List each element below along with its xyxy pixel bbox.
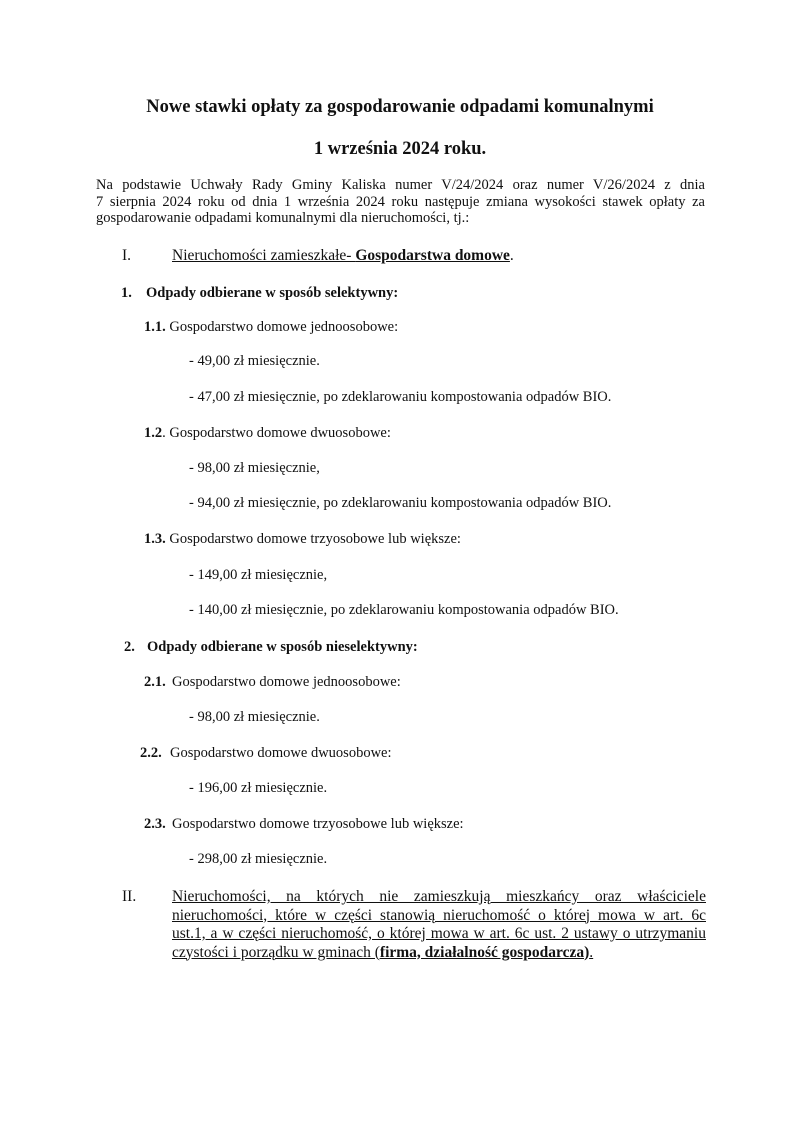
item-label: Gospodarstwo domowe dwuosobowe:	[170, 745, 392, 761]
intro-paragraph	[96, 177, 705, 227]
section-1-label-end: .	[509, 247, 514, 264]
rate-line: - 47,00 zł miesięcznie, po zdeklarowaniu kompostowania odpadów BIO.	[189, 389, 612, 405]
section-2-line: ust.1, a w części nieruchomość, o której mowa w art. 6c ust. 2 ustawy o utrzymaniu	[172, 925, 706, 942]
group-2-heading: Odpady odbierane w sposób nieselektywny:	[147, 639, 418, 655]
section-2-text	[172, 888, 706, 962]
intro-line: 7 sierpnia 2024 roku od dnia 1 września 2024 roku następuje zmiana wysokości stawek opłaty za	[96, 193, 705, 210]
group-1-heading: Odpady odbierane w sposób selektywny:	[146, 285, 399, 301]
intro-line: gospodarowanie odpadami komunalnymi dla nieruchomości, tj.:	[96, 210, 470, 226]
item-number: 1.3.	[144, 531, 166, 547]
list-item	[144, 319, 398, 336]
section-1-label-bold: Gospodarstwa domowe	[355, 247, 510, 264]
item-number: 2.3.	[144, 816, 166, 832]
rate-line: - 49,00 zł miesięcznie.	[189, 353, 320, 369]
list-item	[144, 531, 461, 548]
rate-line: - 98,00 zł miesięcznie,	[189, 460, 320, 476]
item-label: . Gospodarstwo domowe dwuosobowe:	[162, 425, 391, 441]
item-label: Gospodarstwo domowe trzyosobowe lub większe:	[172, 816, 464, 832]
section-2-numeral: II.	[122, 888, 137, 905]
rate-line: - 196,00 zł miesięcznie.	[189, 780, 328, 796]
item-number: 2.2.	[140, 745, 162, 761]
item-number: 1.1.	[144, 319, 166, 335]
section-2-last-bold: firma, działalność gospodarcza)	[379, 943, 590, 961]
item-number: 1.2	[144, 425, 163, 441]
item-number: 2.1.	[144, 674, 166, 690]
group-2-number: 2.	[124, 639, 135, 655]
rate-line: - 94,00 zł miesięcznie, po zdeklarowaniu kompostowania odpadów BIO.	[189, 495, 612, 511]
intro-line: Na podstawie Uchwały Rady Gminy Kaliska numer V/24/2024 oraz numer V/26/2024 z dnia	[96, 177, 705, 193]
section-1-heading	[172, 247, 514, 264]
section-2-line: Nieruchomości, na których nie zamieszkują mieszkańcy oraz właściciele	[172, 888, 706, 905]
section-1-label: Nieruchomości zamieszkałe-	[172, 247, 356, 264]
item-label: Gospodarstwo domowe jednoosobowe:	[165, 319, 399, 335]
date-heading: 1 września 2024 roku.	[313, 139, 487, 159]
section-2-line	[172, 944, 706, 963]
group-1-number: 1.	[121, 285, 132, 301]
section-1-numeral: I.	[122, 247, 132, 264]
page-title: Nowe stawki opłaty za gospodarowanie odpadami komunalnymi	[146, 97, 654, 117]
rate-line: - 140,00 zł miesięcznie, po zdeklarowaniu kompostowania odpadów BIO.	[189, 602, 619, 618]
rate-line: - 98,00 zł miesięcznie.	[189, 709, 320, 725]
rate-line: - 298,00 zł miesięcznie.	[189, 851, 328, 867]
item-label: Gospodarstwo domowe trzyosobowe lub większe:	[165, 531, 461, 547]
rate-line: - 149,00 zł miesięcznie,	[189, 567, 328, 583]
section-2-line: nieruchomości, które w części stanowią nieruchomość o której mowa w art. 6c	[172, 906, 706, 924]
item-label: Gospodarstwo domowe jednoosobowe:	[172, 674, 401, 690]
list-item	[144, 425, 391, 442]
section-2-last-plain: czystości i porządku w gminach (	[172, 943, 380, 961]
section-2-last-end: .	[589, 943, 594, 961]
